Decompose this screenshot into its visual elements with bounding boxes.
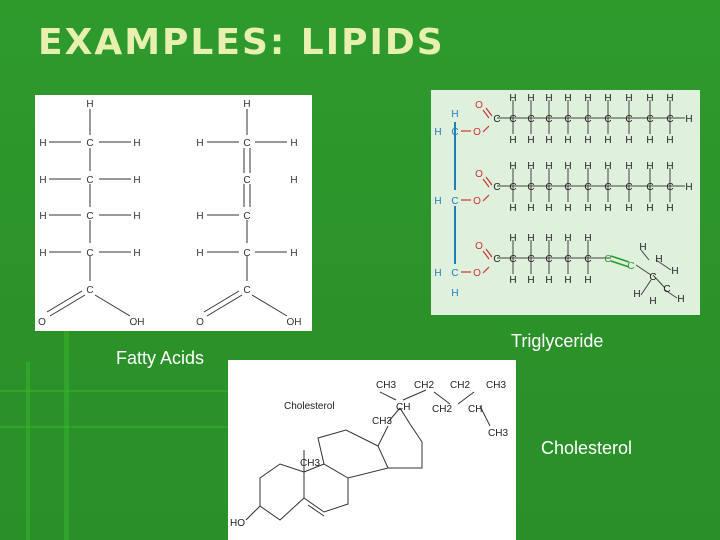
svg-text:CH2: CH2	[432, 404, 453, 415]
svg-text:C: C	[584, 254, 592, 265]
svg-text:C: C	[663, 284, 671, 295]
svg-text:H: H	[39, 138, 47, 149]
svg-text:C: C	[509, 182, 517, 193]
svg-text:H: H	[39, 211, 47, 222]
svg-text:O: O	[475, 100, 483, 111]
svg-text:CH: CH	[396, 402, 411, 413]
svg-text:C: C	[86, 285, 94, 296]
svg-text:H: H	[451, 109, 459, 120]
svg-text:C: C	[604, 182, 612, 193]
svg-text:H: H	[625, 93, 633, 104]
svg-text:H: H	[604, 93, 612, 104]
svg-text:CH3: CH3	[376, 380, 397, 391]
svg-text:H: H	[677, 294, 685, 305]
svg-text:C: C	[86, 138, 94, 149]
cholesterol-structure	[228, 360, 516, 540]
svg-text:H: H	[625, 203, 633, 214]
svg-text:H: H	[527, 93, 535, 104]
svg-text:C: C	[649, 272, 657, 283]
svg-text:H: H	[527, 275, 535, 286]
svg-text:H: H	[133, 248, 141, 259]
svg-text:H: H	[646, 161, 654, 172]
svg-text:H: H	[196, 138, 204, 149]
svg-text:C: C	[604, 254, 612, 265]
svg-text:C: C	[584, 114, 592, 125]
svg-text:H: H	[290, 138, 298, 149]
svg-text:C: C	[451, 196, 459, 207]
svg-text:C: C	[86, 175, 94, 186]
svg-text:CH: CH	[468, 404, 483, 415]
svg-text:C: C	[243, 285, 251, 296]
svg-text:C: C	[666, 182, 674, 193]
svg-text:H: H	[434, 196, 442, 207]
svg-text:C: C	[243, 175, 251, 186]
svg-text:CH3: CH3	[300, 458, 321, 469]
svg-text:C: C	[545, 114, 553, 125]
svg-text:H: H	[639, 242, 647, 253]
svg-text:CH3: CH3	[486, 380, 507, 391]
svg-text:C: C	[625, 182, 633, 193]
svg-text:H: H	[685, 182, 693, 193]
svg-text:H: H	[527, 233, 535, 244]
svg-text:C: C	[86, 211, 94, 222]
svg-text:H: H	[666, 135, 674, 146]
svg-text:C: C	[584, 182, 592, 193]
svg-text:H: H	[196, 211, 204, 222]
svg-text:O: O	[473, 127, 481, 138]
svg-text:OH: OH	[286, 317, 302, 328]
svg-text:H: H	[545, 161, 553, 172]
svg-text:H: H	[509, 233, 517, 244]
svg-text:H: H	[451, 288, 459, 299]
svg-text:H: H	[434, 268, 442, 279]
svg-text:H: H	[646, 135, 654, 146]
svg-text:H: H	[545, 203, 553, 214]
svg-text:C: C	[509, 114, 517, 125]
svg-text:H: H	[646, 93, 654, 104]
svg-text:H: H	[604, 135, 612, 146]
svg-text:C: C	[627, 261, 635, 272]
svg-text:C: C	[646, 114, 654, 125]
caption-fatty-acids: Fatty Acids	[116, 348, 205, 368]
svg-text:H: H	[633, 289, 641, 300]
atom-h: H	[86, 99, 94, 110]
svg-text:H: H	[584, 93, 592, 104]
svg-text:O: O	[473, 196, 481, 207]
svg-text:H: H	[564, 161, 572, 172]
svg-text:H: H	[196, 248, 204, 259]
svg-text:H: H	[625, 161, 633, 172]
svg-text:H: H	[243, 99, 251, 110]
svg-text:C: C	[545, 182, 553, 193]
svg-text:O: O	[475, 241, 483, 252]
svg-text:C: C	[564, 182, 572, 193]
svg-text:H: H	[671, 266, 679, 277]
svg-text:H: H	[133, 211, 141, 222]
svg-text:H: H	[584, 135, 592, 146]
fatty-acids-figure	[35, 95, 312, 331]
svg-text:H: H	[545, 135, 553, 146]
svg-text:H: H	[509, 275, 517, 286]
svg-text:H: H	[545, 275, 553, 286]
svg-text:H: H	[509, 135, 517, 146]
slide-title: EXAMPLES: LIPIDS	[38, 22, 445, 63]
svg-text:H: H	[290, 175, 298, 186]
svg-text:H: H	[625, 135, 633, 146]
svg-text:O: O	[196, 317, 204, 328]
svg-text:H: H	[564, 203, 572, 214]
svg-text:H: H	[604, 161, 612, 172]
svg-text:H: H	[434, 127, 442, 138]
svg-text:C: C	[86, 248, 94, 259]
svg-text:H: H	[685, 114, 693, 125]
svg-text:OH: OH	[129, 317, 145, 328]
cholesterol-figure-label: Cholesterol	[284, 401, 335, 412]
svg-text:C: C	[527, 254, 535, 265]
svg-text:C: C	[564, 254, 572, 265]
svg-text:H: H	[646, 203, 654, 214]
svg-text:C: C	[493, 114, 501, 125]
svg-text:H: H	[527, 203, 535, 214]
svg-text:HO: HO	[230, 518, 245, 529]
svg-text:O: O	[38, 317, 46, 328]
svg-text:H: H	[649, 296, 657, 307]
svg-text:C: C	[509, 254, 517, 265]
svg-text:H: H	[509, 203, 517, 214]
svg-text:H: H	[509, 161, 517, 172]
svg-text:H: H	[564, 135, 572, 146]
svg-text:CH2: CH2	[450, 380, 471, 391]
svg-text:C: C	[243, 248, 251, 259]
fatty-acids-structure	[35, 95, 312, 331]
svg-text:C: C	[527, 114, 535, 125]
svg-text:H: H	[584, 233, 592, 244]
svg-text:H: H	[604, 203, 612, 214]
svg-text:C: C	[625, 114, 633, 125]
svg-text:H: H	[39, 175, 47, 186]
svg-text:CH2: CH2	[414, 380, 435, 391]
svg-text:H: H	[545, 93, 553, 104]
svg-text:H: H	[666, 161, 674, 172]
triglyceride-figure	[431, 90, 700, 315]
svg-text:C: C	[646, 182, 654, 193]
svg-text:C: C	[493, 254, 501, 265]
svg-text:C: C	[451, 268, 459, 279]
svg-text:H: H	[39, 248, 47, 259]
svg-text:C: C	[493, 182, 501, 193]
svg-text:H: H	[564, 93, 572, 104]
svg-text:CH3: CH3	[372, 416, 393, 427]
svg-text:O: O	[475, 169, 483, 180]
svg-text:H: H	[527, 161, 535, 172]
svg-text:H: H	[509, 93, 517, 104]
svg-text:H: H	[290, 248, 298, 259]
svg-text:H: H	[564, 275, 572, 286]
svg-text:C: C	[243, 138, 251, 149]
svg-text:H: H	[527, 135, 535, 146]
cholesterol-figure	[228, 360, 516, 540]
svg-text:C: C	[666, 114, 674, 125]
svg-text:H: H	[133, 138, 141, 149]
svg-text:C: C	[451, 127, 459, 138]
svg-text:O: O	[473, 268, 481, 279]
svg-text:CH3: CH3	[488, 428, 509, 439]
caption-cholesterol: Cholesterol	[541, 438, 633, 458]
svg-text:H: H	[666, 93, 674, 104]
svg-text:H: H	[584, 203, 592, 214]
svg-text:H: H	[666, 203, 674, 214]
svg-text:C: C	[564, 114, 572, 125]
svg-text:C: C	[604, 114, 612, 125]
svg-text:H: H	[655, 254, 663, 265]
svg-text:H: H	[584, 161, 592, 172]
caption-triglyceride: Triglyceride	[511, 331, 604, 351]
svg-text:C: C	[545, 254, 553, 265]
svg-text:C: C	[527, 182, 535, 193]
triglyceride-structure	[431, 90, 700, 315]
svg-text:H: H	[133, 175, 141, 186]
svg-text:H: H	[584, 275, 592, 286]
svg-text:C: C	[243, 211, 251, 222]
svg-text:H: H	[564, 233, 572, 244]
svg-text:H: H	[545, 233, 553, 244]
